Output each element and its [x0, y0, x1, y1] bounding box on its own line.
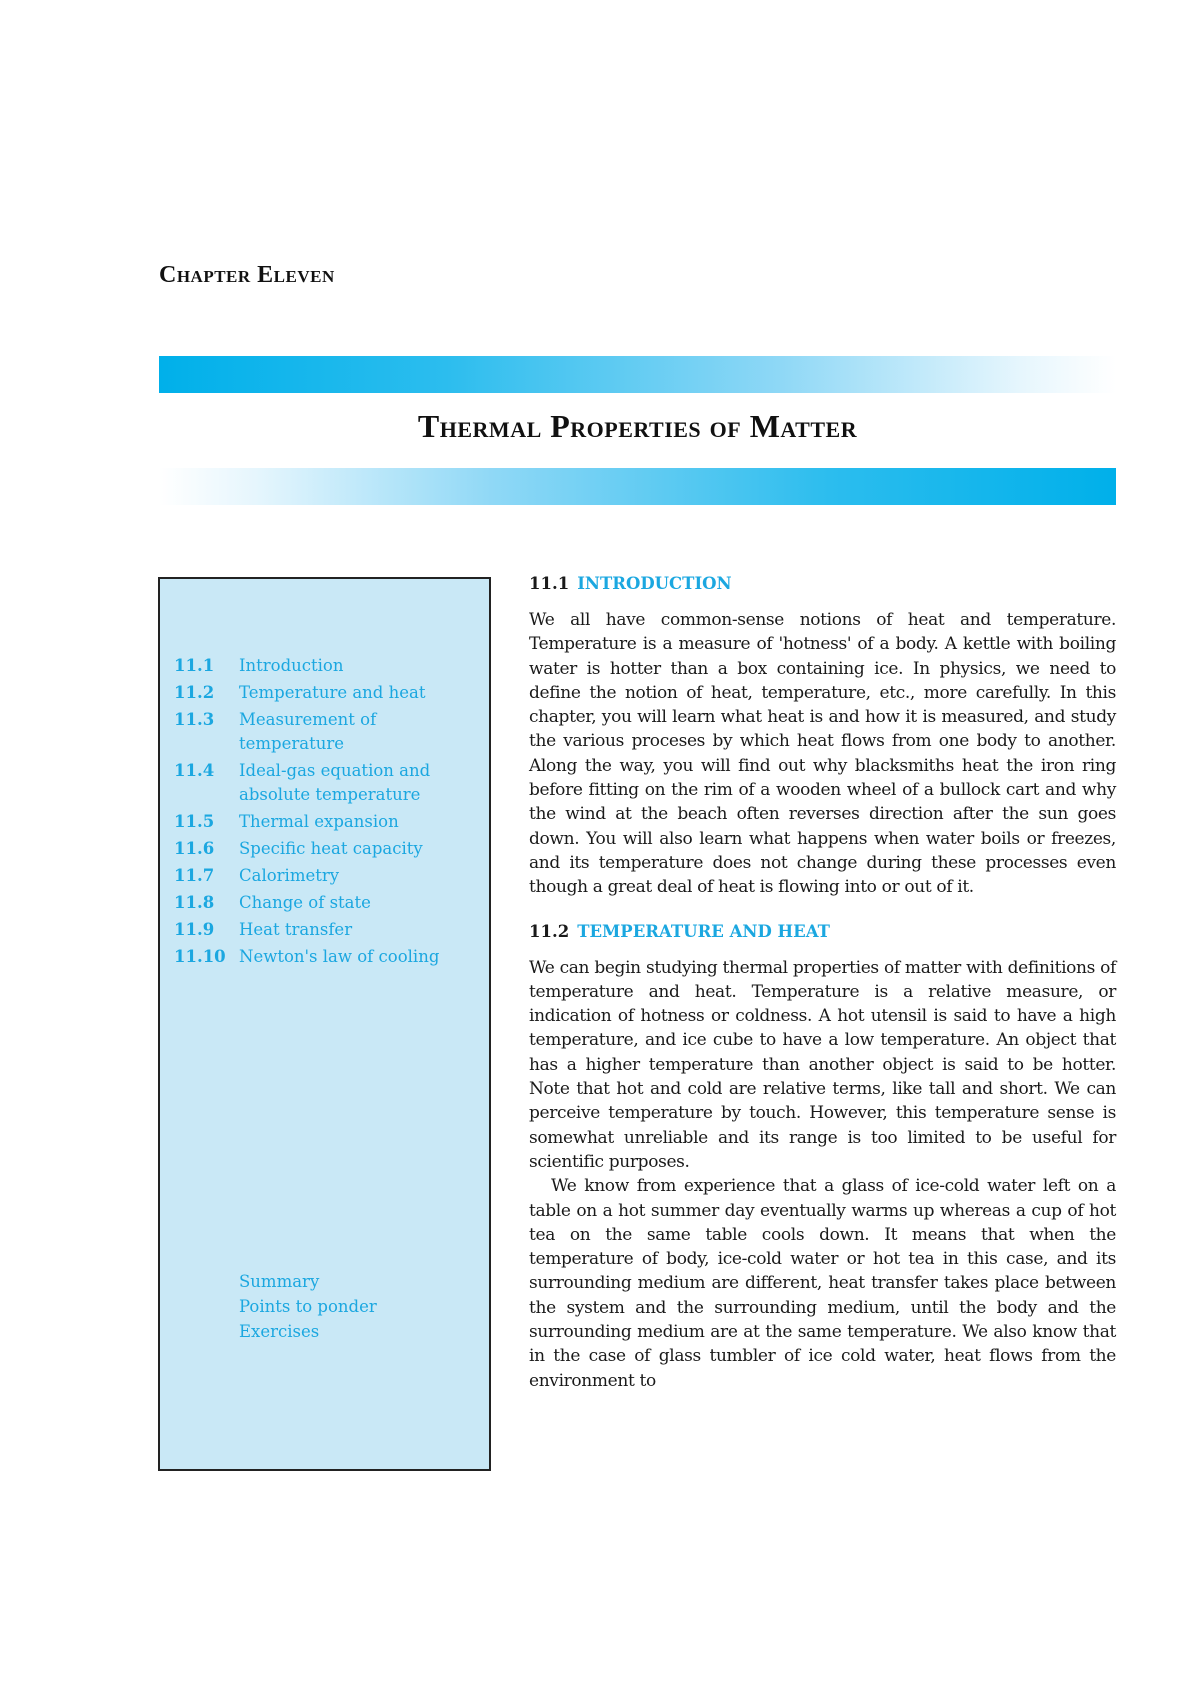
toc-item-number: 11.9	[174, 920, 215, 939]
paragraph: We all have common-sense notions of heat and temperature. Temperature is a measure of 'hotness' of a body. A kettle with boiling water is hotter than a box containing ice. In physics, we need to define the notion of heat, temperature, etc., more carefully. In this chapter, you will learn what heat is and how it is measured, and study the various proceses by which heat flows from one body to another. Along the way, you will find out why blacksmiths heat the iron ring before fitting on the rim of a wooden wheel of a bullock cart and why the wind at the beach often reverses direction after the sun goes down. You will also learn what happens when water boils or freezes, and its temperature does not change during these processes even though a great deal of heat is flowing into or out of it.	[529, 610, 1116, 898]
toc-item-label: Calorimetry	[239, 866, 340, 885]
section-number: 11.1	[529, 574, 570, 593]
toc-item-number: 11.5	[174, 812, 215, 831]
toc-list	[174, 654, 464, 972]
chapter-contents-box	[158, 577, 491, 1471]
paragraph: We know from experience that a glass of ice-cold water left on a table on a hot summer day eventually warms up whereas a cup of hot tea on the same table cools down. It means that when the temperature of body, ice-cold water or hot tea in this case, and its surrounding medium are different, heat transfer takes place between the system and the surrounding medium, until the body and the surrounding medium are at the same temperature. We also know that in the case of glass tumbler of ice cold water, heat flows from the environment to	[529, 1176, 1116, 1391]
main-content	[529, 574, 1116, 1393]
toc-item-number: 11.8	[174, 893, 215, 912]
toc-item-label: Ideal-gas equation and absolute temperature	[239, 761, 431, 804]
toc-item-number: 11.7	[174, 866, 215, 885]
toc-item-number: 11.10	[174, 947, 226, 966]
toc-item	[174, 654, 464, 678]
toc-item-number: 11.2	[174, 683, 215, 702]
toc-item-label: Heat transfer	[239, 920, 353, 939]
toc-item	[174, 759, 464, 807]
toc-item	[174, 837, 464, 861]
section-title: INTRODUCTION	[577, 574, 732, 593]
toc-summary: Summary	[239, 1272, 320, 1291]
toc-item	[174, 708, 464, 756]
toc-item	[174, 864, 464, 888]
decorative-band-top	[159, 356, 1116, 393]
toc-item-label: Change of state	[239, 893, 371, 912]
toc-item-number: 11.4	[174, 761, 215, 780]
toc-item	[174, 681, 464, 705]
decorative-band-bottom	[159, 468, 1116, 505]
chapter-label: Chapter Eleven	[159, 262, 335, 288]
toc-item	[174, 945, 464, 969]
toc-item	[174, 810, 464, 834]
section-title: TEMPERATURE AND HEAT	[577, 921, 830, 941]
toc-item-label: Introduction	[239, 656, 344, 675]
toc-item-label: Newton's law of cooling	[239, 947, 440, 966]
toc-item-label: Temperature and heat	[239, 683, 426, 702]
paragraph: We can begin studying thermal properties of matter with definitions of temperature and heat. Temperature is a relative measure, or indication of hotness or coldness. A hot utensil is said to have a high temperature, and ice cube to have a low temperature. An object that has a higher temperature than another object is said to be hotter. Note that hot and cold are relative terms, like tall and short. We can perceive temperature by touch. However, this temperature sense is somewhat unreliable and its range is too limited to be useful for scientific purposes.	[529, 957, 1116, 1172]
section-number: 11.2	[529, 921, 570, 941]
toc-item-number: 11.1	[174, 656, 215, 675]
toc-item-number: 11.6	[174, 839, 215, 858]
toc-item-label: Thermal expansion	[239, 812, 399, 831]
section-heading	[529, 922, 1116, 941]
toc-item-label: Specific heat capacity	[239, 839, 423, 858]
toc-item	[174, 891, 464, 915]
section-heading	[529, 574, 1116, 593]
toc-extras	[174, 1269, 377, 1344]
toc-points-to-ponder: Points to ponder	[239, 1297, 377, 1316]
toc-exercises: Exercises	[239, 1322, 320, 1341]
toc-item	[174, 918, 464, 942]
toc-item-label: Measurement of temperature	[239, 710, 377, 753]
chapter-title: Thermal Properties of Matter	[417, 408, 858, 444]
toc-item-number: 11.3	[174, 710, 215, 729]
